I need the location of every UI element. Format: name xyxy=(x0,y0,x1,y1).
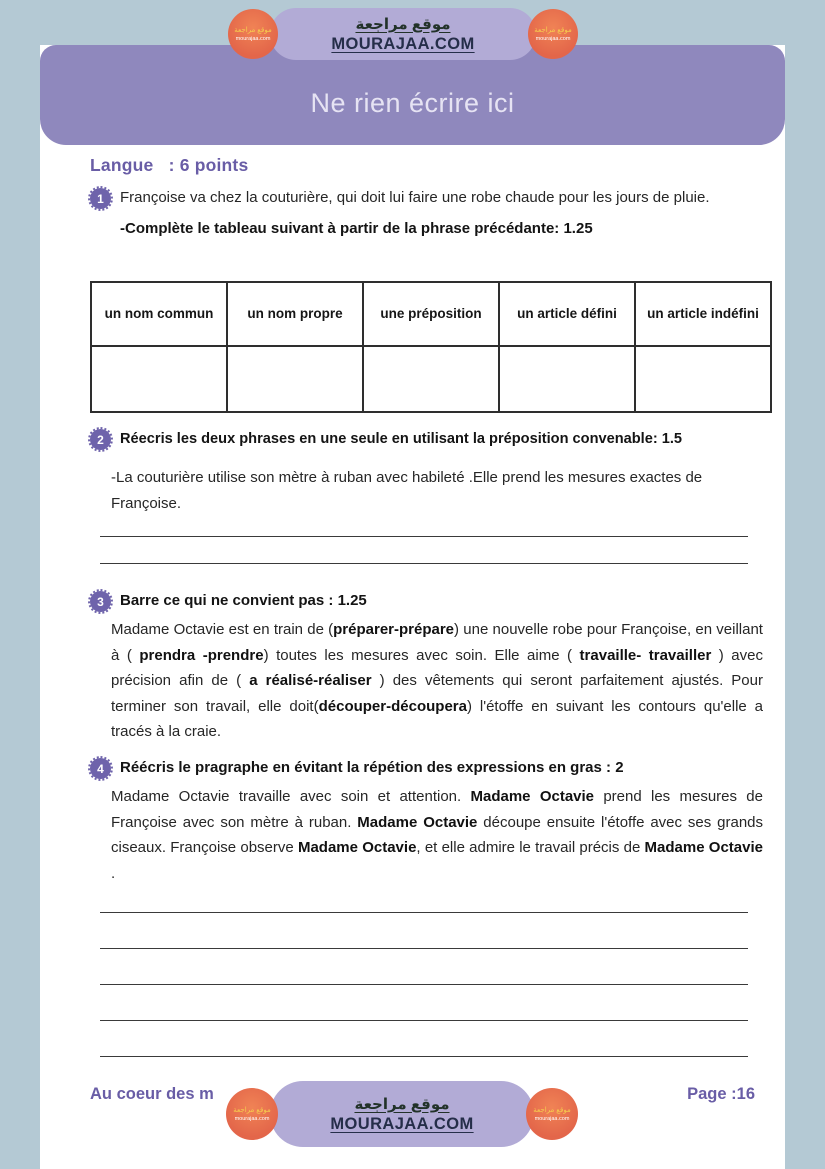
text-segment: Madame Octavie travaille avec soin et attention. xyxy=(111,788,471,805)
table-header-nom-propre: un nom propre xyxy=(227,282,363,346)
bold-text-segment: Madame Octavie xyxy=(297,839,417,856)
bold-text-segment: Madame Octavie xyxy=(357,813,478,831)
question-2-instruction: Réecris les deux phrases en une seule en utilisant la préposition convenable: 1.5 xyxy=(120,431,683,447)
text-segment: ) toutes les mesures avec soin. Elle aime ( xyxy=(263,646,580,664)
logo-site-text: mourajaa.com xyxy=(234,1115,270,1122)
question-1-body xyxy=(120,185,774,242)
table-answer-cell[interactable] xyxy=(499,346,635,412)
text-segment: découpe ensuite l'étoffe avec ses grands ciseaux. Françoise observe xyxy=(111,813,764,856)
question-2-body xyxy=(120,426,774,452)
question-4-instruction: Réécris le pragraphe en évitant la répétion des expressions en gras : 2 xyxy=(120,759,624,776)
answer-line[interactable] xyxy=(100,912,748,913)
banner-site-name: MOURAJAA.COM xyxy=(330,1114,474,1133)
logo-site-text: mourajaa.com xyxy=(535,35,571,42)
bold-text-segment: a réalisé-réaliser xyxy=(249,672,372,689)
question-4-answer-lines xyxy=(100,912,748,1057)
grammar-table-answer-row xyxy=(91,346,771,412)
mourajaa-logo-icon xyxy=(226,1088,278,1140)
question-4 xyxy=(90,755,774,886)
question-1 xyxy=(90,185,774,242)
question-4-row xyxy=(90,755,774,781)
text-segment: prend les mesures de Françoise avec son mètre à ruban. xyxy=(111,788,763,831)
footer-book-title: Au coeur des m xyxy=(90,1085,214,1103)
question-2 xyxy=(90,426,774,517)
text-segment: ) une nouvelle robe pour Françoise, en veillant à ( xyxy=(111,621,763,664)
bold-text-segment: Madame Octavie xyxy=(644,839,764,856)
text-segment: , et elle admire le travail précis de xyxy=(416,839,645,856)
mourajaa-logo-icon xyxy=(528,9,578,59)
worksheet-page xyxy=(40,45,785,1169)
bold-text-segment: préparer-prépare xyxy=(333,621,455,638)
question-3-paragraph xyxy=(111,617,763,745)
logo-arabic-text: موقع مراجعة xyxy=(534,26,572,34)
answer-line[interactable] xyxy=(100,1020,748,1021)
answer-line[interactable] xyxy=(100,536,748,537)
footer-page-number: Page :16 xyxy=(687,1085,755,1103)
bottom-banner xyxy=(226,1081,578,1147)
banner-arabic-title: موقع مراجعة xyxy=(354,1095,450,1113)
question-3-body xyxy=(120,588,774,614)
question-3-instruction: Barre ce qui ne convient pas : 1.25 xyxy=(120,592,367,609)
question-2-row xyxy=(90,426,774,452)
question-4-paragraph xyxy=(111,784,763,886)
do-not-write-band xyxy=(40,45,785,145)
table-answer-cell[interactable] xyxy=(227,346,363,412)
banner-arabic-title: موقع مراجعة xyxy=(355,15,451,33)
question-2-text: -La couturière utilise son mètre à ruban avec habileté .Elle prend les mesures exactes de Françoise. xyxy=(111,469,703,512)
bold-text-segment: prendra -prendre xyxy=(139,646,264,664)
table-answer-cell[interactable] xyxy=(635,346,771,412)
table-header-nom-commun: un nom commun xyxy=(91,282,227,346)
bold-text-segment: travaille- travailler xyxy=(579,646,712,664)
table-header-article-indefini: un article indéfini xyxy=(635,282,771,346)
bold-text-segment: Madame Octavie xyxy=(470,788,595,805)
answer-line[interactable] xyxy=(100,948,748,949)
section-title: Langue : 6 points xyxy=(90,155,249,175)
text-segment: Madame Octavie est en train de ( xyxy=(111,621,334,638)
question-3 xyxy=(90,588,774,745)
grammar-table xyxy=(90,281,772,413)
banner-site-name: MOURAJAA.COM xyxy=(331,34,475,53)
mourajaa-logo-icon xyxy=(228,9,278,59)
bold-text-segment: découper-découpera xyxy=(318,697,467,715)
table-header-preposition: une préposition xyxy=(363,282,499,346)
table-header-article-defini: un article défini xyxy=(499,282,635,346)
text-segment: ) des vêtements qui seront parfaitement ajustés. Pour terminer son travail, elle doit( xyxy=(111,672,763,715)
table-answer-cell[interactable] xyxy=(363,346,499,412)
mourajaa-logo-icon xyxy=(526,1088,578,1140)
logo-arabic-text: موقع مراجعة xyxy=(233,1106,271,1114)
question-3-row xyxy=(90,588,774,614)
answer-line[interactable] xyxy=(100,563,748,564)
text-segment: . xyxy=(111,864,116,882)
text-segment: ) l'étoffe en suivant les contours qu'elle a tracés à la craie. xyxy=(111,697,764,740)
logo-site-text: mourajaa.com xyxy=(534,1115,570,1122)
question-1-row xyxy=(90,185,774,242)
question-4-body xyxy=(120,755,774,781)
text-segment: ) avec précision afin de ( xyxy=(111,646,763,689)
logo-site-text: mourajaa.com xyxy=(235,35,271,42)
question-1-number-badge: 1 xyxy=(90,188,111,209)
top-banner xyxy=(228,8,578,60)
question-1-instruction: -Complète le tableau suivant à partir de la phrase précédante: 1.25 xyxy=(120,220,593,237)
logo-arabic-text: موقع مراجعة xyxy=(234,26,272,34)
question-4-number-badge: 4 xyxy=(90,758,111,779)
answer-line[interactable] xyxy=(100,1056,748,1057)
top-banner-pill[interactable] xyxy=(270,8,536,60)
answer-line[interactable] xyxy=(100,984,748,985)
logo-arabic-text: موقع مراجعة xyxy=(533,1106,571,1114)
table-answer-cell[interactable] xyxy=(91,346,227,412)
question-2-number-badge: 2 xyxy=(90,429,111,450)
bottom-banner-pill[interactable] xyxy=(270,1081,534,1147)
question-3-number-badge: 3 xyxy=(90,591,111,612)
question-2-answer-lines xyxy=(100,536,748,564)
do-not-write-text: Ne rien écrire ici xyxy=(310,87,515,118)
grammar-table-header-row xyxy=(91,282,771,346)
question-1-text: Françoise va chez la couturière, qui doit lui faire une robe chaude pour les jours de pluie. xyxy=(120,189,710,206)
